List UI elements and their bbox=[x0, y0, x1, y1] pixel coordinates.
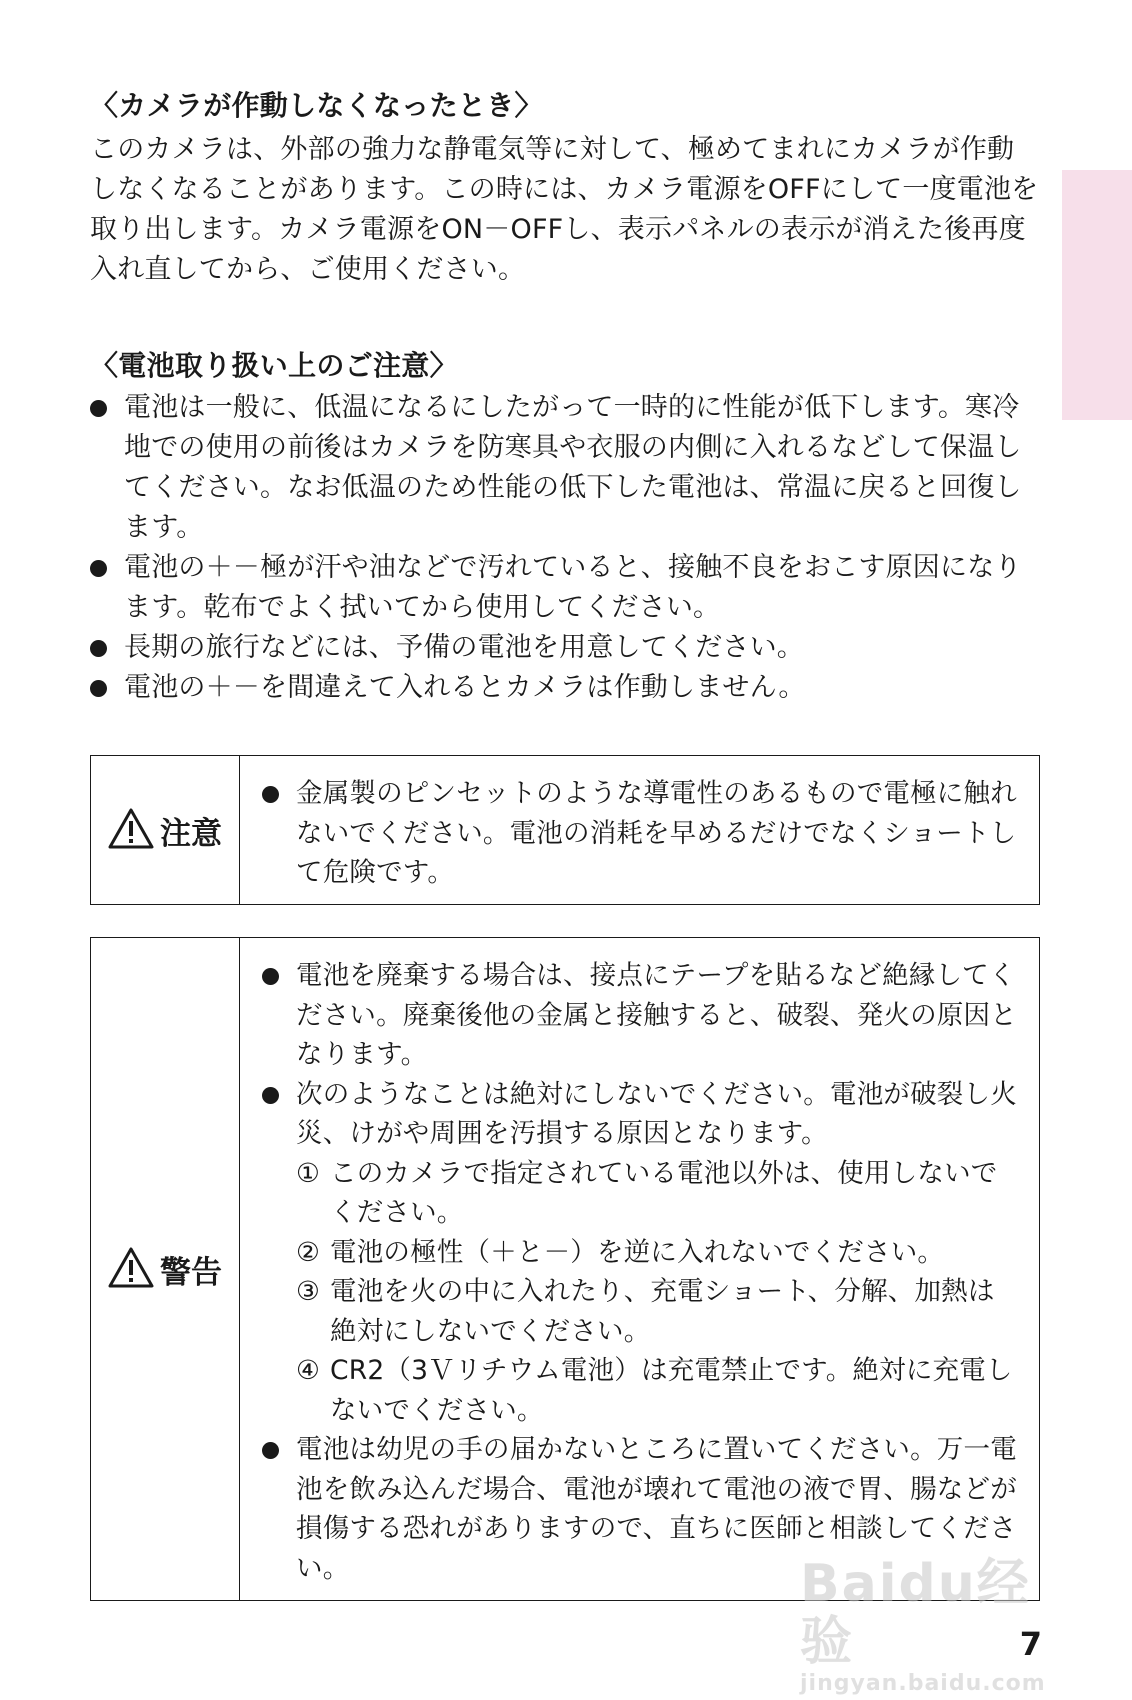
list-item: 電池の＋－を間違えて入れるとカメラは作動しません。 bbox=[90, 668, 1040, 708]
sub-item-number: ② bbox=[296, 1236, 320, 1268]
main-content bbox=[90, 86, 1040, 708]
sub-item-number: ① bbox=[296, 1157, 320, 1189]
list-item: 金属製のピンセットのような導電性のあるもので電極に触れないでください。電池の消耗を早めるだけでなくショートして危険です。 bbox=[262, 774, 1019, 893]
sub-item-number: ④ bbox=[296, 1355, 320, 1386]
caution-label: 注意 bbox=[160, 815, 222, 852]
caution-list bbox=[262, 774, 1019, 893]
sub-list-item bbox=[296, 1351, 1019, 1430]
sub-item-text: 電池の極性（＋と－）を逆に入れないでください。 bbox=[330, 1236, 945, 1268]
section-heading-camera-not-working: 〈カメラが作動しなくなったとき〉 bbox=[90, 89, 543, 122]
section-heading-battery-handling: 〈電池取り扱い上のご注意〉 bbox=[90, 349, 458, 382]
caution-body bbox=[240, 756, 1039, 904]
watermark-logo: Baidu经验 bbox=[800, 1554, 1031, 1672]
warning-body bbox=[240, 938, 1039, 1600]
sub-list-item bbox=[296, 1233, 1019, 1273]
battery-handling-section bbox=[90, 346, 1040, 708]
warning-triangle-icon bbox=[108, 1246, 154, 1292]
page-number: 7 bbox=[1019, 1625, 1042, 1663]
list-item: 電池は幼児の手の届かないところに置いてください。万一電池を飲み込んだ場合、電池が壊れて電池の液で胃、腸などが損傷する恐れがありますので、直ちに医師と相談してください。 bbox=[262, 1430, 1019, 1588]
list-item: 電池を廃棄する場合は、接点にテープを貼るなど絶縁してください。廃棄後他の金属と接触すると、破裂、発火の原因となります。 bbox=[262, 956, 1019, 1075]
warning-sub-list bbox=[296, 1154, 1019, 1431]
list-item bbox=[262, 1075, 1019, 1431]
side-index-tab bbox=[1062, 170, 1132, 420]
sub-item-number: ③ bbox=[296, 1276, 320, 1307]
sub-item-text: 電池を火の中に入れたり、充電ショート、分解、加熱は絶対にしないでください。 bbox=[330, 1276, 995, 1347]
caution-box bbox=[90, 755, 1040, 905]
battery-handling-list bbox=[90, 388, 1040, 708]
sub-item-text: CR2（3Ｖリチウム電池）は充電禁止です。絶対に充電しないでください。 bbox=[330, 1355, 1013, 1426]
list-item: 電池は一般に、低温になるにしたがって一時的に性能が低下します。寒冷地での使用の前後はカメラを防寒具や衣服の内側に入れるなどして保温してください。なお低温のため性能の低下した電池は、常温に戻ると回復します。 bbox=[90, 388, 1040, 548]
warning-triangle-icon bbox=[108, 807, 154, 853]
warning-list bbox=[262, 956, 1019, 1588]
list-item: 長期の旅行などには、予備の電池を用意してください。 bbox=[90, 628, 1040, 668]
caution-label-cell bbox=[91, 756, 240, 904]
list-item: 電池の＋－極が汗や油などで汚れていると、接触不良をおこす原因になります。乾布でよく拭いてから使用してください。 bbox=[90, 548, 1040, 628]
warning-label: 警告 bbox=[160, 1254, 222, 1291]
sub-list-item bbox=[296, 1154, 1019, 1233]
warning-box bbox=[90, 937, 1040, 1601]
camera-not-working-paragraph: このカメラは、外部の強力な静電気等に対して、極めてまれにカメラが作動しなくなることがあります。この時には、カメラ電源をOFFにして一度電池を取り出します。カメラ電源をON－OFFし、表示パネルの表示が消えた後再度入れ直してから、ご使用ください。 bbox=[90, 134, 1039, 285]
watermark-url: jingyan.baidu.com bbox=[800, 1671, 1046, 1696]
list-item-text: 次のようなことは絶対にしないでください。電池が破裂し火災、けがや周囲を汚損する原因となります。 bbox=[296, 1078, 1017, 1149]
sub-list-item bbox=[296, 1272, 1019, 1351]
sub-item-text: このカメラで指定されている電池以外は、使用しないでください。 bbox=[330, 1157, 998, 1228]
warning-label-cell bbox=[91, 938, 240, 1600]
